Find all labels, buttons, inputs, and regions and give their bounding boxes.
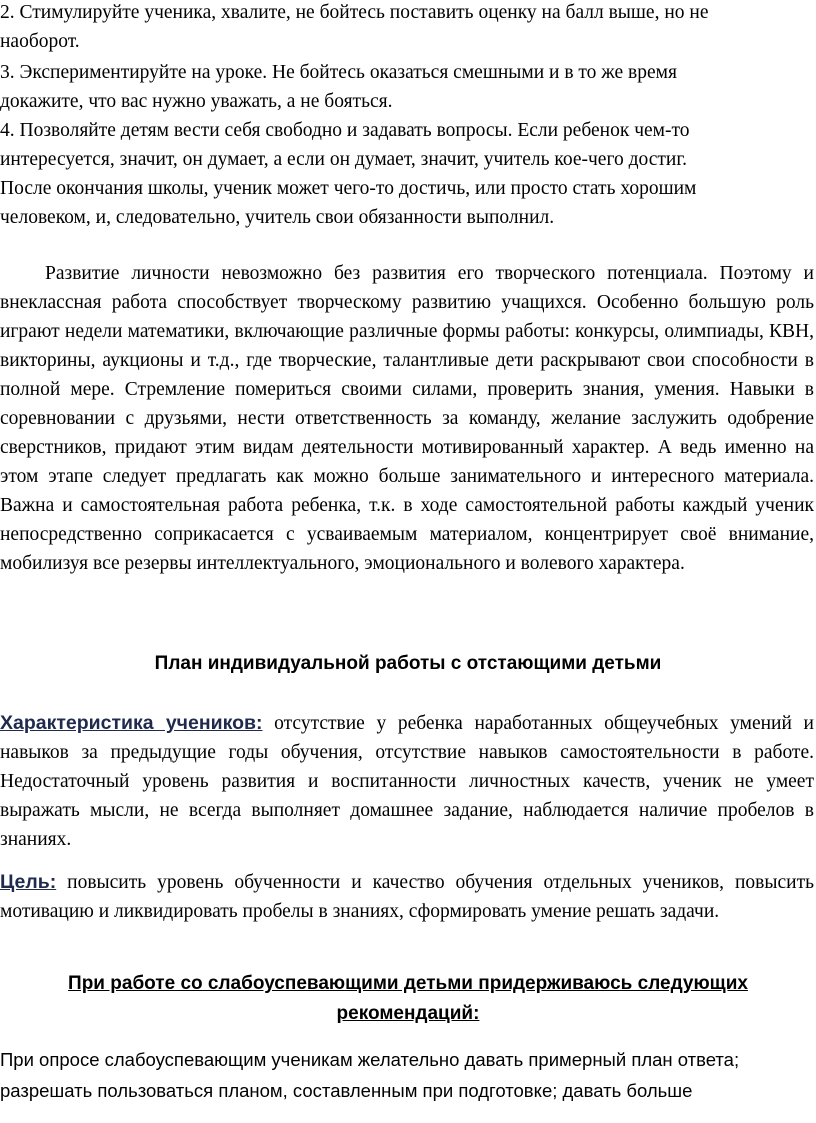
- tip-line: После окончания школы, ученик может чего-то достичь, или просто стать хорошим: [0, 178, 697, 199]
- tip-line: 4. Позволяйте детям вести себя свободно и задавать вопросы. Если ребенок чем-то: [0, 120, 690, 141]
- goal-paragraph: [0, 868, 814, 926]
- characteristic-paragraph: [0, 709, 814, 854]
- tip-line: наоборот.: [0, 31, 80, 52]
- tip-line: 2. Стимулируйте ученика, хвалите, не бойтесь поставить оценку на балл выше, но не: [0, 2, 709, 23]
- goal-text: повысить уровень обученности и качество обучения отдельных учеников, повысить мотивацию и ликвидировать пробелы в знаниях, сформировать умение решать задачи.: [0, 872, 814, 922]
- recommendations-heading: рекомендаций:: [336, 1003, 480, 1024]
- recommendation-line: разрешать пользоваться планом, составленным при подготовке; давать больше: [0, 1080, 693, 1101]
- tip-line: интересуется, значит, он думает, а если он думает, значит, учитель кое-чего достиг.: [0, 149, 688, 170]
- tip-line: 3. Экспериментируйте на уроке. Не бойтесь оказаться смешными и в то же время: [0, 62, 677, 83]
- development-paragraph: Развитие личности невозможно без развития его творческого потенциала. Поэтому и внеклассная работа способствует творческому развитию учащихся. Особенно большую роль играют недели математики, включающие различные формы работы: конкурсы, олимпиады, КВН, викторины, аукционы и т.д., где творческие, талантливые дети раскрывают свои способности в полной мере. Стремление помериться своими силами, проверить знания, умения. Навыки в соревновании с друзьями, нести ответственность за команду, желание заслужить одобрение сверстников, придают этим видам деятельности мотивированный характер. А ведь именно на этом этапе следует предлагать как можно больше занимательного и интересного материала. Важна и самостоятельная работа ребенка, т.к. в ходе самостоятельной работы каждый ученик непосредственно соприкасается с усваиваемым материалом, концентрирует своё внимание, мобилизуя все резервы интеллектуального, эмоционального и волевого характера.: [0, 263, 814, 574]
- characteristic-label: Характеристика учеников:: [0, 712, 263, 734]
- characteristic-text: отсутствие у ребенка наработанных общеучебных умений и навыков за предыдущие годы обучения, отсутствие навыков самостоятельности в работе. Недостаточный уровень развития и воспитанности личностных качеств, ученик не умеет выражать мысли, не всегда выполняет домашнее задание, наблюдается наличие пробелов в знаниях.: [0, 713, 814, 850]
- tip-line: докажите, что вас нужно уважать, а не бояться.: [0, 91, 393, 112]
- tip-line: человеком, и, следовательно, учитель свои обязанности выполнил.: [0, 207, 555, 228]
- recommendations-heading: При работе со слабоуспевающими детьми придерживаюсь следующих: [68, 973, 748, 994]
- goal-label: Цель:: [0, 871, 57, 893]
- plan-heading: План индивидуальной работы с отстающими детьми: [154, 653, 662, 674]
- recommendation-line: При опросе слабоуспевающим ученикам желательно давать примерный план ответа;: [0, 1049, 740, 1070]
